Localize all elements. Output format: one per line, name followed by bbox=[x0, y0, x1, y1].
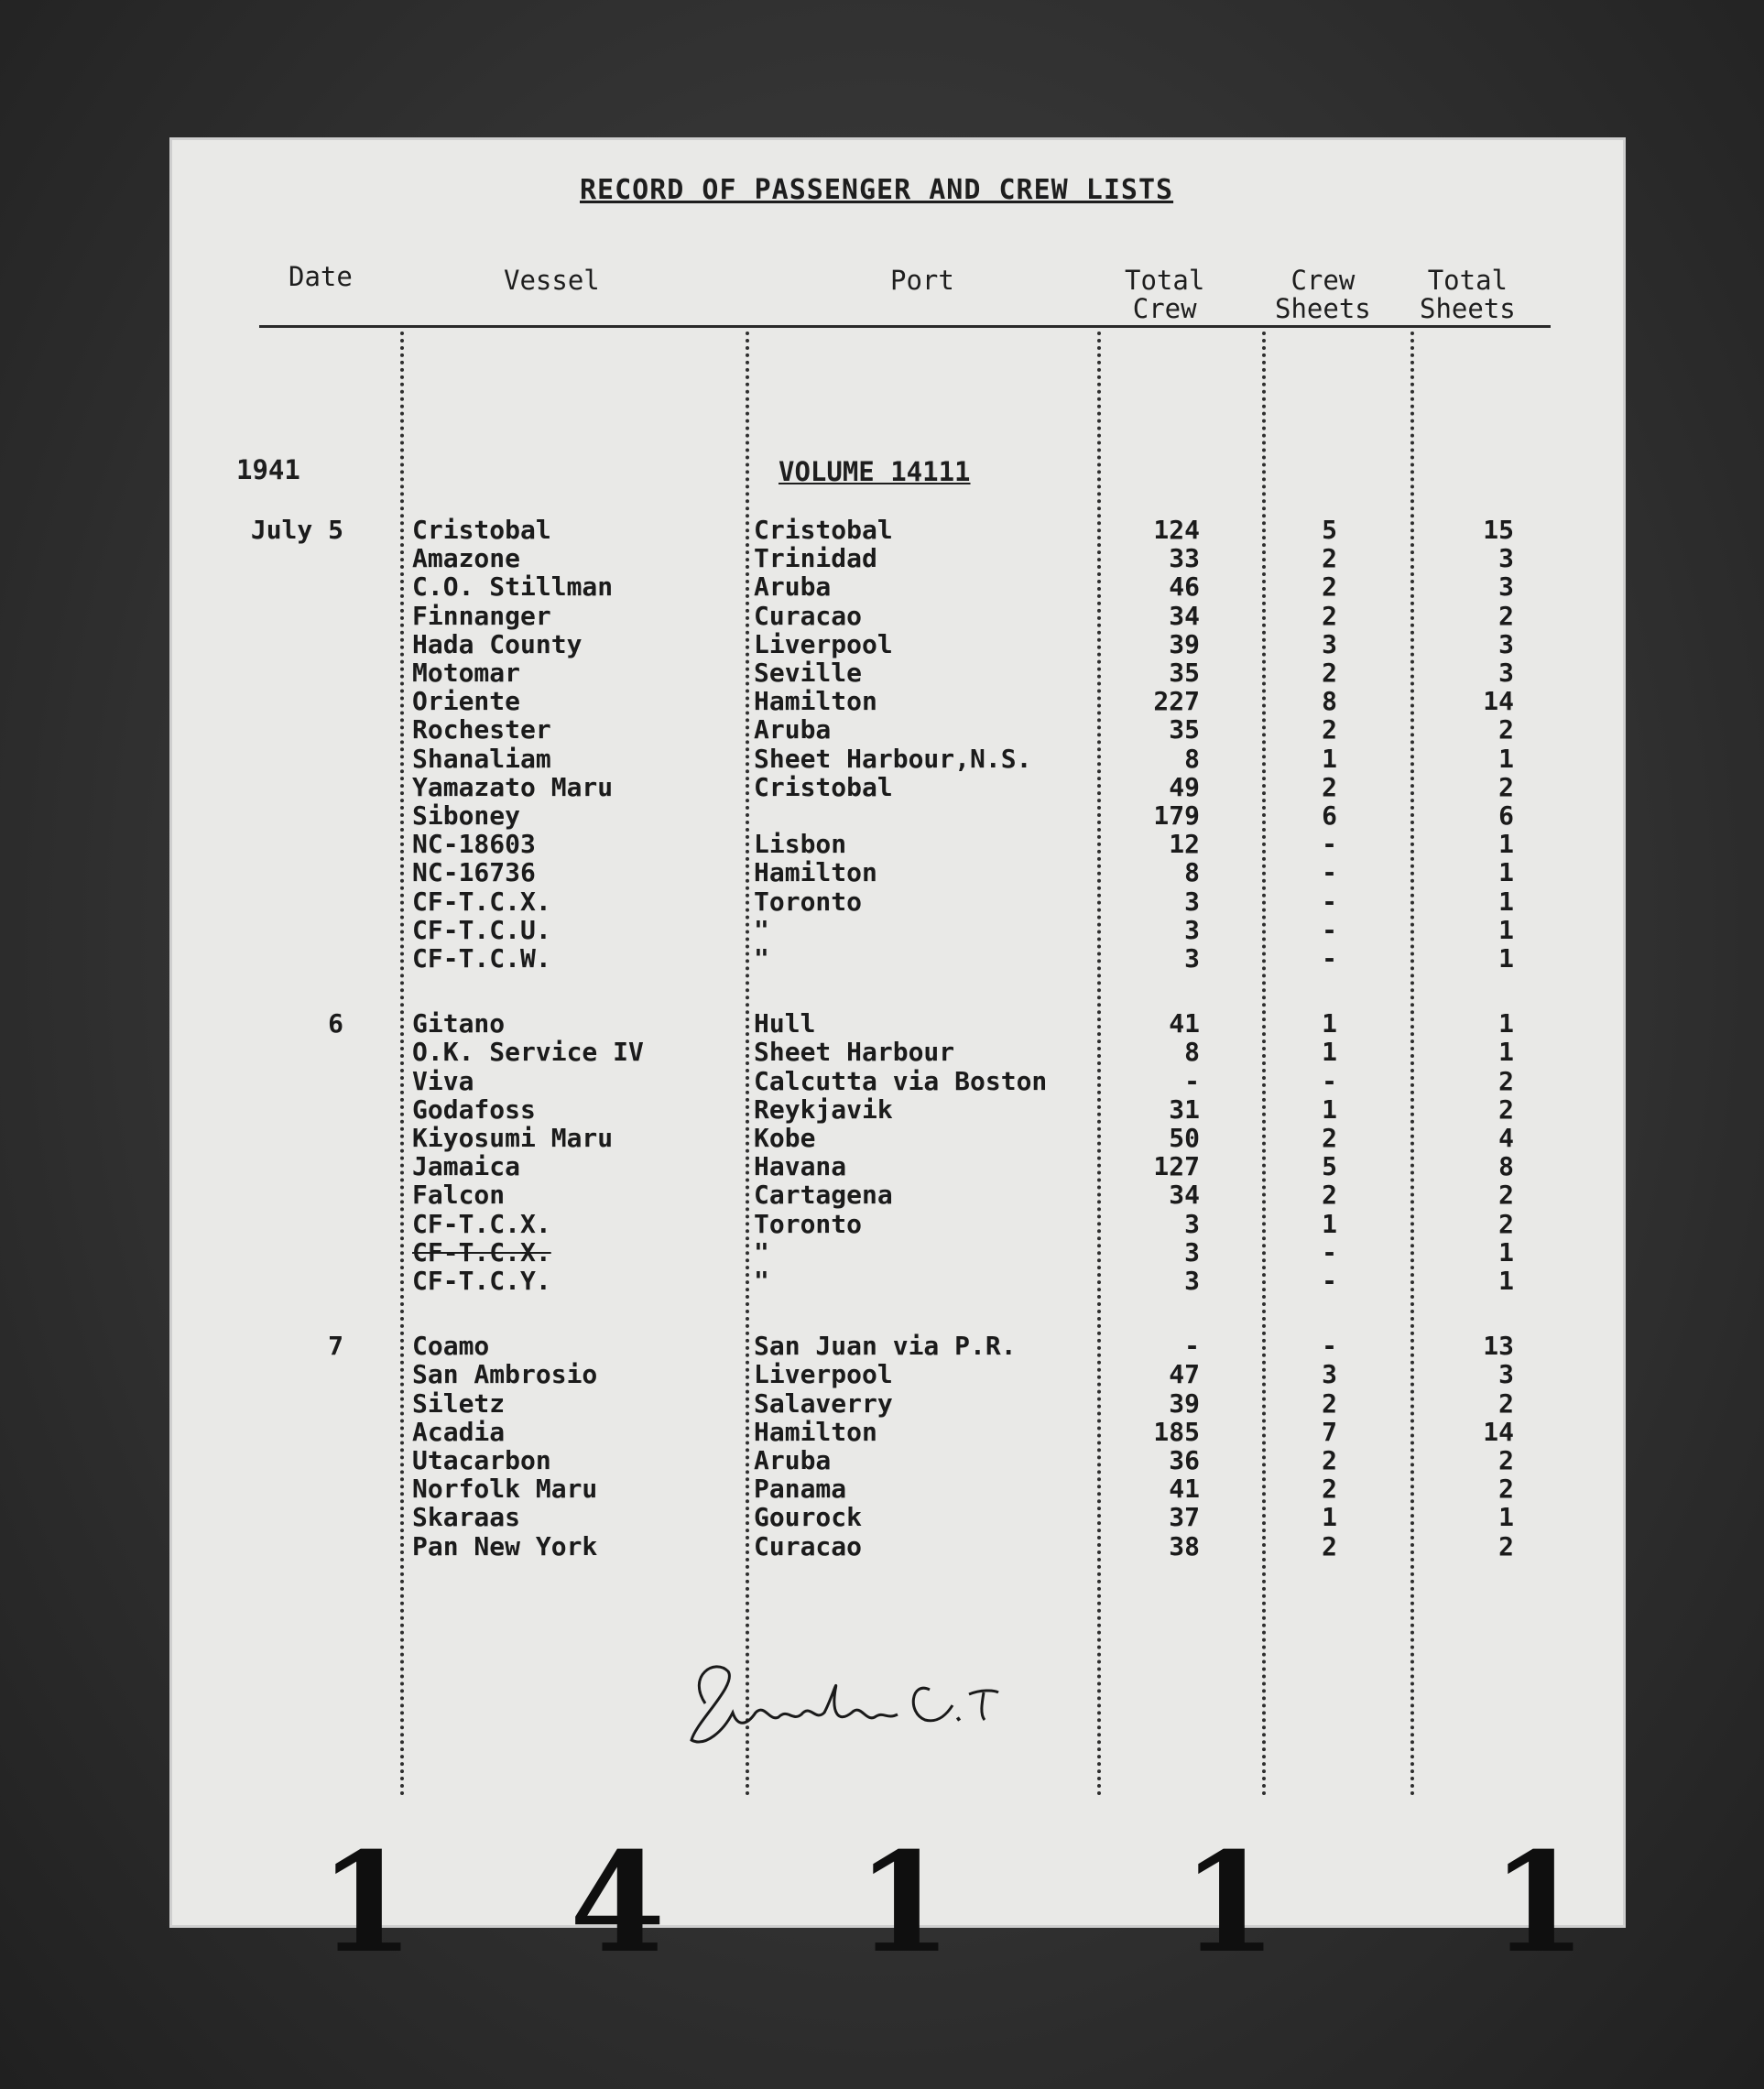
row-vessel: CF-T.C.Y. bbox=[412, 1266, 551, 1296]
row-total-sheets: 1 bbox=[1498, 1502, 1514, 1532]
row-vessel: C.O. Stillman bbox=[412, 571, 614, 602]
row-crew-sheets: 3 bbox=[1322, 629, 1337, 659]
row-crew-sheets: 2 bbox=[1322, 772, 1337, 802]
row-port: Aruba bbox=[754, 714, 832, 745]
row-crew-sheets: 1 bbox=[1322, 1502, 1337, 1532]
header-crew-sheets-line1: Crew bbox=[1290, 265, 1356, 296]
row-total-crew: 124 bbox=[1153, 515, 1200, 545]
row-total-crew: 37 bbox=[1169, 1502, 1200, 1532]
row-total-crew: 46 bbox=[1169, 571, 1200, 602]
header-date: Date bbox=[289, 261, 353, 292]
row-crew-sheets: - bbox=[1322, 1237, 1337, 1268]
row-vessel: Siboney bbox=[412, 800, 521, 831]
row-crew-sheets: 5 bbox=[1322, 1151, 1337, 1181]
row-total-sheets: 6 bbox=[1498, 800, 1514, 831]
row-port: Aruba bbox=[754, 1445, 832, 1475]
column-divider-1 bbox=[400, 332, 404, 1797]
row-port: Hamilton bbox=[754, 857, 877, 887]
row-crew-sheets: - bbox=[1322, 829, 1337, 859]
row-total-crew: 34 bbox=[1169, 1180, 1200, 1210]
row-port: Curacao bbox=[754, 601, 863, 631]
row-vessel: CF-T.C.W. bbox=[412, 943, 551, 974]
row-crew-sheets: 2 bbox=[1322, 571, 1337, 602]
row-crew-sheets: - bbox=[1322, 943, 1337, 974]
row-total-crew: 3 bbox=[1184, 887, 1200, 917]
row-vessel: CF-T.C.X. bbox=[412, 1237, 551, 1268]
row-port: Toronto bbox=[754, 1209, 863, 1239]
row-port: Havana bbox=[754, 1151, 847, 1181]
row-total-sheets: 2 bbox=[1498, 1445, 1514, 1475]
row-total-crew: 3 bbox=[1184, 915, 1200, 945]
header-crew-sheets bbox=[1275, 267, 1371, 323]
row-crew-sheets: - bbox=[1322, 1066, 1337, 1096]
row-total-crew: 8 bbox=[1184, 744, 1200, 774]
row-vessel: CF-T.C.X. bbox=[412, 1209, 551, 1239]
row-vessel: Hada County bbox=[412, 629, 583, 659]
row-port: Cristobal bbox=[754, 772, 893, 802]
row-crew-sheets: 6 bbox=[1322, 800, 1337, 831]
row-port: Sheet Harbour,N.S. bbox=[754, 744, 1032, 774]
row-total-sheets: 4 bbox=[1498, 1123, 1514, 1153]
row-crew-sheets: 2 bbox=[1322, 1123, 1337, 1153]
header-vessel: Vessel bbox=[504, 265, 600, 296]
row-vessel: Motomar bbox=[412, 658, 521, 688]
row-port: " bbox=[754, 1237, 769, 1268]
row-crew-sheets: 1 bbox=[1322, 1008, 1337, 1039]
row-vessel: Kiyosumi Maru bbox=[412, 1123, 614, 1153]
row-crew-sheets: 2 bbox=[1322, 1180, 1337, 1210]
row-port: Lisbon bbox=[754, 829, 847, 859]
row-total-sheets: 2 bbox=[1498, 1066, 1514, 1096]
row-crew-sheets: - bbox=[1322, 1331, 1337, 1361]
stamp-digit-2: 4 bbox=[570, 1822, 666, 1984]
handwritten-signature bbox=[678, 1639, 1007, 1758]
row-port: Cristobal bbox=[754, 515, 893, 545]
row-vessel: Amazone bbox=[412, 543, 521, 573]
row-total-crew: 41 bbox=[1169, 1474, 1200, 1504]
row-crew-sheets: 2 bbox=[1322, 1474, 1337, 1504]
row-total-sheets: 8 bbox=[1498, 1151, 1514, 1181]
row-total-sheets: 3 bbox=[1498, 658, 1514, 688]
row-total-crew: 39 bbox=[1169, 1388, 1200, 1419]
row-vessel: San Ambrosio bbox=[412, 1359, 598, 1389]
row-total-sheets: 1 bbox=[1498, 915, 1514, 945]
row-port: " bbox=[754, 1266, 769, 1296]
row-total-sheets: 13 bbox=[1483, 1331, 1514, 1361]
row-total-crew: 3 bbox=[1184, 1266, 1200, 1296]
row-date: 6 bbox=[328, 1008, 343, 1039]
row-port: Aruba bbox=[754, 571, 832, 602]
row-port: Reykjavik bbox=[754, 1094, 893, 1125]
row-total-crew: 12 bbox=[1169, 829, 1200, 859]
row-crew-sheets: - bbox=[1322, 1266, 1337, 1296]
row-total-crew: - bbox=[1184, 1331, 1200, 1361]
row-total-sheets: 15 bbox=[1483, 515, 1514, 545]
row-total-sheets: 2 bbox=[1498, 1531, 1514, 1561]
row-port: Seville bbox=[754, 658, 863, 688]
row-crew-sheets: 3 bbox=[1322, 1359, 1337, 1389]
row-total-sheets: 1 bbox=[1498, 1266, 1514, 1296]
row-total-sheets: 2 bbox=[1498, 1474, 1514, 1504]
row-total-sheets: 2 bbox=[1498, 772, 1514, 802]
row-port: Hamilton bbox=[754, 1417, 877, 1447]
page-title: RECORD OF PASSENGER AND CREW LISTS bbox=[580, 174, 1174, 206]
row-total-crew: 41 bbox=[1169, 1008, 1200, 1039]
row-total-crew: 39 bbox=[1169, 629, 1200, 659]
column-divider-2 bbox=[746, 332, 749, 1797]
row-total-sheets: 1 bbox=[1498, 857, 1514, 887]
row-total-crew: 8 bbox=[1184, 1037, 1200, 1067]
volume-label: VOLUME 14111 bbox=[779, 456, 971, 487]
row-total-crew: 35 bbox=[1169, 714, 1200, 745]
row-crew-sheets: - bbox=[1322, 887, 1337, 917]
row-crew-sheets: - bbox=[1322, 857, 1337, 887]
row-vessel: NC-18603 bbox=[412, 829, 536, 859]
stamp-digit-1: 1 bbox=[319, 1822, 415, 1984]
row-date: 7 bbox=[328, 1331, 343, 1361]
row-total-sheets: 2 bbox=[1498, 1094, 1514, 1125]
stamp-digit-4: 1 bbox=[1181, 1822, 1278, 1984]
header-rule bbox=[259, 325, 1551, 328]
row-total-crew: 47 bbox=[1169, 1359, 1200, 1389]
header-crew-sheets-line2: Sheets bbox=[1275, 293, 1371, 324]
row-total-sheets: 2 bbox=[1498, 1209, 1514, 1239]
header-port: Port bbox=[890, 265, 954, 296]
row-total-sheets: 3 bbox=[1498, 571, 1514, 602]
row-total-crew: 36 bbox=[1169, 1445, 1200, 1475]
row-total-sheets: 1 bbox=[1498, 1008, 1514, 1039]
row-total-crew: 179 bbox=[1153, 800, 1200, 831]
row-total-crew: - bbox=[1184, 1066, 1200, 1096]
row-crew-sheets: 2 bbox=[1322, 1445, 1337, 1475]
row-total-crew: 33 bbox=[1169, 543, 1200, 573]
row-total-crew: 227 bbox=[1153, 686, 1200, 716]
row-vessel: Siletz bbox=[412, 1388, 506, 1419]
row-vessel: Cristobal bbox=[412, 515, 551, 545]
column-divider-5 bbox=[1410, 332, 1414, 1797]
row-crew-sheets: 2 bbox=[1322, 658, 1337, 688]
row-total-sheets: 1 bbox=[1498, 829, 1514, 859]
row-total-sheets: 1 bbox=[1498, 943, 1514, 974]
row-total-sheets: 2 bbox=[1498, 714, 1514, 745]
row-crew-sheets: 2 bbox=[1322, 543, 1337, 573]
header-total-sheets bbox=[1420, 267, 1516, 323]
row-total-sheets: 1 bbox=[1498, 744, 1514, 774]
row-vessel: CF-T.C.X. bbox=[412, 887, 551, 917]
row-port: Kobe bbox=[754, 1123, 816, 1153]
row-port: Hamilton bbox=[754, 686, 877, 716]
row-total-crew: 49 bbox=[1169, 772, 1200, 802]
row-total-sheets: 14 bbox=[1483, 686, 1514, 716]
header-total-sheets-line2: Sheets bbox=[1420, 293, 1516, 324]
row-vessel: Coamo bbox=[412, 1331, 490, 1361]
row-vessel: Skaraas bbox=[412, 1502, 521, 1532]
row-vessel: Pan New York bbox=[412, 1531, 598, 1561]
row-port: Salaverry bbox=[754, 1388, 893, 1419]
row-crew-sheets: - bbox=[1322, 915, 1337, 945]
header-total-crew-line2: Crew bbox=[1132, 293, 1197, 324]
row-port: Panama bbox=[754, 1474, 847, 1504]
row-port: Liverpool bbox=[754, 1359, 893, 1389]
row-total-sheets: 14 bbox=[1483, 1417, 1514, 1447]
row-crew-sheets: 1 bbox=[1322, 1094, 1337, 1125]
row-vessel: Jamaica bbox=[412, 1151, 521, 1181]
row-total-sheets: 2 bbox=[1498, 1388, 1514, 1419]
row-total-sheets: 2 bbox=[1498, 601, 1514, 631]
row-total-crew: 8 bbox=[1184, 857, 1200, 887]
row-total-sheets: 2 bbox=[1498, 1180, 1514, 1210]
header-total-crew bbox=[1125, 267, 1204, 323]
row-crew-sheets: 2 bbox=[1322, 1531, 1337, 1561]
year-label: 1941 bbox=[236, 454, 300, 485]
row-total-crew: 185 bbox=[1153, 1417, 1200, 1447]
row-total-sheets: 3 bbox=[1498, 1359, 1514, 1389]
row-vessel: Falcon bbox=[412, 1180, 506, 1210]
row-vessel: NC-16736 bbox=[412, 857, 536, 887]
row-total-crew: 38 bbox=[1169, 1531, 1200, 1561]
row-port: Trinidad bbox=[754, 543, 877, 573]
row-total-crew: 3 bbox=[1184, 943, 1200, 974]
row-total-crew: 3 bbox=[1184, 1237, 1200, 1268]
row-crew-sheets: 2 bbox=[1322, 714, 1337, 745]
row-crew-sheets: 2 bbox=[1322, 601, 1337, 631]
row-port: " bbox=[754, 943, 769, 974]
row-port: " bbox=[754, 915, 769, 945]
row-vessel: Oriente bbox=[412, 686, 521, 716]
row-total-crew: 3 bbox=[1184, 1209, 1200, 1239]
row-port: San Juan via P.R. bbox=[754, 1331, 1017, 1361]
row-total-crew: 31 bbox=[1169, 1094, 1200, 1125]
stamp-digit-3: 1 bbox=[856, 1822, 953, 1984]
header-total-crew-line1: Total bbox=[1125, 265, 1205, 296]
row-total-crew: 127 bbox=[1153, 1151, 1200, 1181]
row-vessel: Gitano bbox=[412, 1008, 506, 1039]
row-total-crew: 35 bbox=[1169, 658, 1200, 688]
row-crew-sheets: 2 bbox=[1322, 1388, 1337, 1419]
row-vessel: CF-T.C.U. bbox=[412, 915, 551, 945]
row-vessel: Norfolk Maru bbox=[412, 1474, 598, 1504]
row-crew-sheets: 1 bbox=[1322, 744, 1337, 774]
row-total-sheets: 3 bbox=[1498, 543, 1514, 573]
row-total-crew: 50 bbox=[1169, 1123, 1200, 1153]
row-vessel: Yamazato Maru bbox=[412, 772, 614, 802]
row-vessel: Finnanger bbox=[412, 601, 551, 631]
row-port: Liverpool bbox=[754, 629, 893, 659]
row-total-sheets: 1 bbox=[1498, 1237, 1514, 1268]
row-crew-sheets: 1 bbox=[1322, 1037, 1337, 1067]
row-crew-sheets: 7 bbox=[1322, 1417, 1337, 1447]
row-vessel: Viva bbox=[412, 1066, 474, 1096]
row-crew-sheets: 8 bbox=[1322, 686, 1337, 716]
row-port: Toronto bbox=[754, 887, 863, 917]
row-vessel: Acadia bbox=[412, 1417, 506, 1447]
stamp-digit-5: 1 bbox=[1491, 1822, 1587, 1984]
row-vessel: Godafoss bbox=[412, 1094, 536, 1125]
row-port: Hull bbox=[754, 1008, 816, 1039]
row-total-sheets: 1 bbox=[1498, 887, 1514, 917]
row-port: Cartagena bbox=[754, 1180, 893, 1210]
header-total-sheets-line1: Total bbox=[1427, 265, 1508, 296]
row-vessel: Shanaliam bbox=[412, 744, 551, 774]
row-total-crew: 34 bbox=[1169, 601, 1200, 631]
row-port: Sheet Harbour bbox=[754, 1037, 955, 1067]
row-total-sheets: 1 bbox=[1498, 1037, 1514, 1067]
row-date: July 5 bbox=[250, 515, 343, 545]
row-crew-sheets: 1 bbox=[1322, 1209, 1337, 1239]
row-port: Gourock bbox=[754, 1502, 863, 1532]
row-port: Calcutta via Boston bbox=[754, 1066, 1048, 1096]
row-crew-sheets: 5 bbox=[1322, 515, 1337, 545]
row-vessel: Rochester bbox=[412, 714, 551, 745]
row-vessel: O.K. Service IV bbox=[412, 1037, 644, 1067]
row-port: Curacao bbox=[754, 1531, 863, 1561]
row-total-sheets: 3 bbox=[1498, 629, 1514, 659]
row-vessel: Utacarbon bbox=[412, 1445, 551, 1475]
